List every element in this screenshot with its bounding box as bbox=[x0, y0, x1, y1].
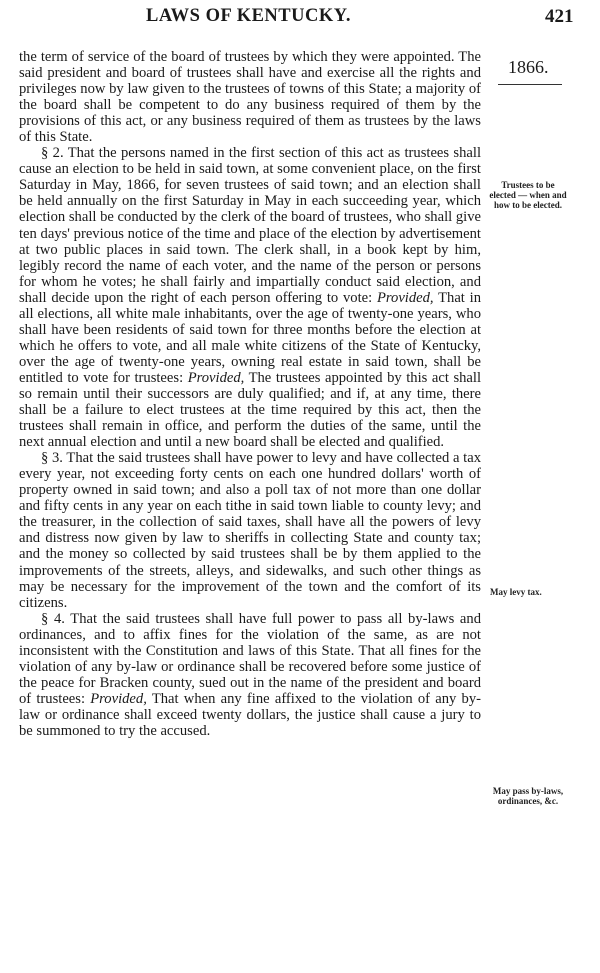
text-segment: That in all elections, all white male inhabitants, over the age of twenty-one years, who shall have been residents of said town for three months before the election at which he offers to vote, and all male white citizens of the State of Kentucky, over the age of twenty-one years, owning real estate in said town, shall be entitled to vote for trustees: bbox=[19, 289, 481, 386]
year-marginal: 1866. bbox=[508, 57, 549, 77]
proviso-italic: Provided, bbox=[90, 690, 147, 707]
marginal-note-levy-tax: May levy tax. bbox=[490, 587, 542, 597]
running-title: LAWS OF KENTUCKY. bbox=[146, 6, 352, 26]
running-head bbox=[0, 2, 600, 32]
text-segment: That when any fine affixed to the violation of any by-law or ordinance shall exceed twenty dollars, the justice shall cause a jury to be summoned to try the accused. bbox=[19, 690, 481, 739]
paragraph-section-4 bbox=[19, 611, 481, 739]
paragraph-section-2 bbox=[19, 145, 481, 450]
proviso-italic: Provided, bbox=[187, 369, 245, 386]
paragraph-continued bbox=[19, 49, 481, 145]
page-number: 421 bbox=[545, 6, 574, 27]
text-segment: The trustees appointed by this act shall so remain until their successors are duly qualified; and if, at any time, there shall be a failure to elect trustees at the time required by this act, then the trustees shall remain in office, and perform the duties of the same, until the next annual election and until a new board shall be elected and qualified. bbox=[19, 369, 482, 451]
text-segment: § 3. That the said trustees shall have power to levy and have collected a tax every year, not exceeding forty cents on each one hundred dollars' worth of property owned in said town; and also a poll tax of not more than one dollar and fifty cents in any year on each tithe in said town liable to county levy; and the treasurer, in the collection of said taxes, shall have all the powers of levy and distress now given by law to sheriffs in collecting State and county tax; and the money so collected by said trustees shall be by them applied to the improvements of the streets, alleys, and sidewalks, and such other things as may be necessary for the improvement of the town and the comfort of its citizens. bbox=[19, 450, 481, 611]
year-underline bbox=[498, 84, 562, 85]
marginal-note-by-laws: May pass by-laws, ordinances, &c. bbox=[492, 786, 564, 806]
text-segment: the term of service of the board of trustees by which they were appointed. The said president and board of trustees shall have and exercise all the rights and privileges now by law given to the trustees of towns of this State; a majority of the board shall be competent to do any business required of them by the provisions of this act, or any business required of them as trustees by the laws of this State. bbox=[19, 49, 481, 146]
text-segment: § 4. That the said trustees shall have full power to pass all by-laws and ordinances, and to affix fines for the violation of the same, as are not inconsistent with the Constitution and laws of this State. That all fines for the violation of any by-law or ordinance shall be recovered before some justice of the peace for Bracken county, sued out in the name of the president and board of trustees: bbox=[19, 610, 481, 707]
marginal-note-trustees-elected: Trustees to be elected — when and how to be elected. bbox=[489, 180, 567, 210]
body-text bbox=[19, 49, 481, 739]
paragraph-section-3 bbox=[19, 450, 481, 610]
proviso-italic: Provided, bbox=[376, 289, 434, 306]
text-segment: § 2. That the persons named in the first section of this act as trustees shall cause an election to be held in said town, at some convenient place, on the first Saturday in May, 1866, for seven trustees of said town; and an election shall be held annually on the first Saturday in May in each succeeding year, which election shall be conducted by the clerk of the board of trustees, who shall give ten days' previous notice of the time and place of the election by advertisement at two public places in said town. The clerk shall, in a book kept by him, legibly record the name of each voter, and the name of the person or persons for whom he votes; he shall fairly and impartially conduct said election, and shall decide upon the right of each person offering to vote: bbox=[19, 145, 481, 306]
